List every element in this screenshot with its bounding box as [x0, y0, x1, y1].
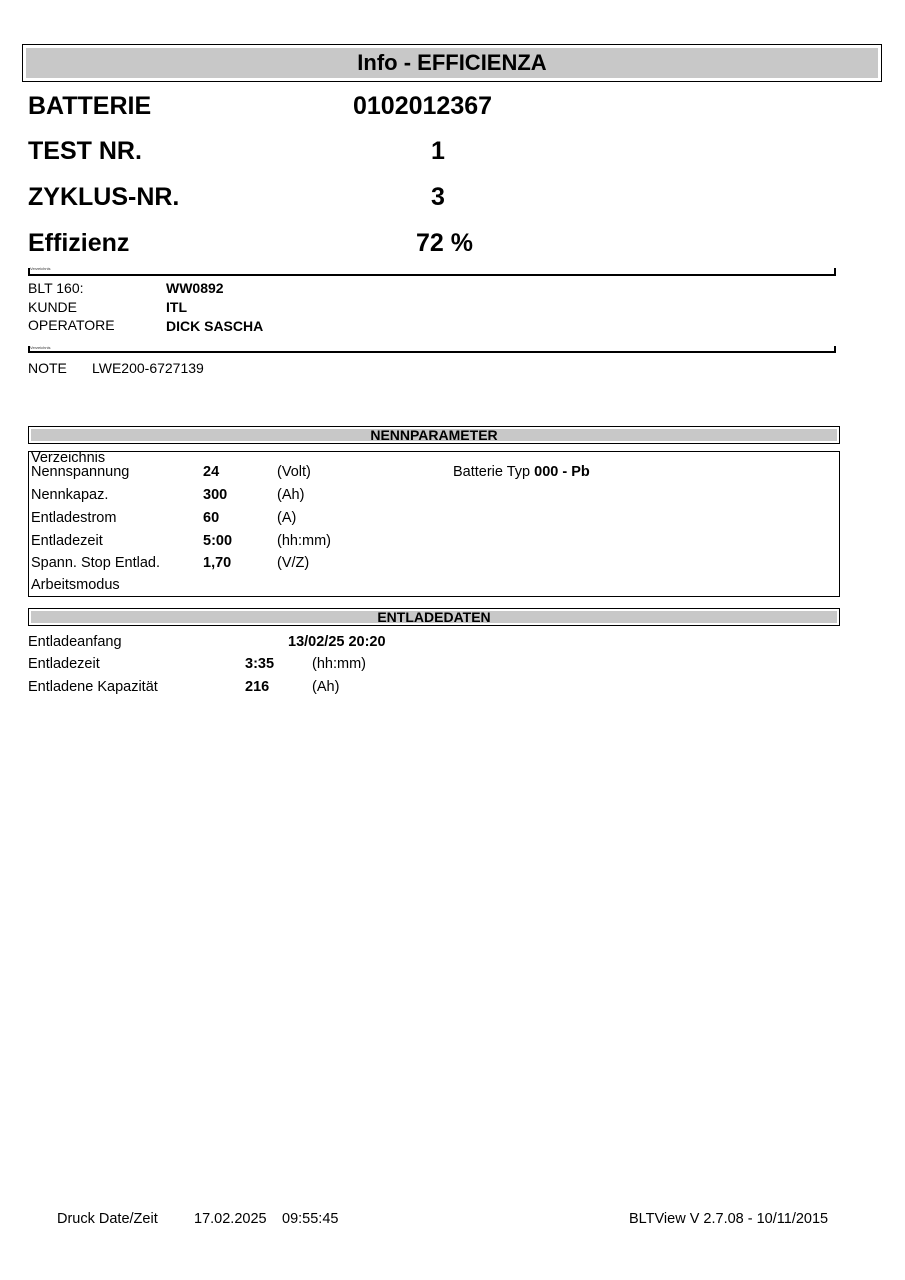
- nominal-box-label: Verzeichnis: [31, 450, 106, 466]
- param-label: Entladestrom: [31, 510, 117, 526]
- discharge-heading-bar: [28, 608, 840, 626]
- discharge-capacity-label: Entladene Kapazität: [28, 679, 158, 695]
- customer-label: KUNDE: [28, 299, 78, 315]
- param-unit: (V/Z): [277, 555, 310, 571]
- separator-line: [28, 274, 836, 276]
- discharge-time-value: 3:35: [245, 656, 275, 672]
- discharge-heading: ENTLADEDATEN: [31, 611, 837, 623]
- discharge-start-value: 13/02/25 20:20: [288, 634, 386, 650]
- battery-label: BATTERIE: [28, 92, 152, 120]
- param-label: Entladezeit: [31, 533, 103, 549]
- separator-caption: Verzeichnis: [30, 266, 51, 271]
- discharge-time-label: Entladezeit: [28, 656, 100, 672]
- print-date: 17.02.2025: [194, 1211, 267, 1227]
- param-unit: (Volt): [277, 464, 311, 480]
- nominal-heading: NENNPARAMETER: [31, 429, 837, 441]
- efficiency-label: Effizienz: [28, 229, 130, 257]
- blt-value: WW0892: [166, 280, 224, 296]
- test-value: 1: [431, 137, 445, 165]
- param-label: Nennspannung: [31, 464, 130, 480]
- discharge-time-unit: (hh:mm): [312, 656, 366, 672]
- param-value: 5:00: [203, 533, 233, 549]
- software-version: BLTView V 2.7.08 - 10/11/2015: [629, 1211, 829, 1227]
- print-time: 09:55:45: [282, 1211, 339, 1227]
- discharge-start-label: Entladeanfang: [28, 634, 122, 650]
- param-unit: (A): [277, 510, 297, 526]
- separator-line: [28, 351, 836, 353]
- battery-type-value: 000 - Pb: [534, 464, 590, 480]
- note-value: LWE200-6727139: [92, 360, 204, 376]
- param-label: Nennkapaz.: [31, 487, 109, 503]
- title-bar: [22, 44, 882, 82]
- separator-tick: [834, 268, 836, 274]
- param-value: 24: [203, 464, 220, 480]
- page-title: Info - EFFICIENZA: [26, 48, 878, 78]
- cycle-label: ZYKLUS-NR.: [28, 183, 180, 211]
- operator-label: OPERATORE: [28, 317, 115, 333]
- param-unit: (hh:mm): [277, 533, 331, 549]
- nominal-heading-bar: [28, 426, 840, 444]
- cycle-value: 3: [431, 183, 445, 211]
- separator-caption: Verzeichnis: [30, 345, 51, 350]
- operator-value: DICK SASCHA: [166, 318, 264, 334]
- param-unit: (Ah): [277, 487, 305, 503]
- nominal-parameters-box: [28, 451, 840, 597]
- param-value: 1,70: [203, 555, 232, 571]
- param-value: 300: [203, 487, 228, 503]
- battery-type-label: Batterie Typ: [453, 464, 531, 480]
- print-label: Druck Date/Zeit: [57, 1211, 158, 1227]
- discharge-capacity-unit: (Ah): [312, 679, 340, 695]
- param-label: Spann. Stop Entlad.: [31, 555, 160, 571]
- customer-value: ITL: [166, 299, 187, 315]
- blt-label: BLT 160:: [28, 280, 84, 296]
- efficiency-value: 72 %: [416, 229, 473, 257]
- separator-tick: [834, 346, 836, 352]
- discharge-capacity-value: 216: [245, 679, 270, 695]
- param-label: Arbeitsmodus: [31, 577, 120, 593]
- battery-type: [453, 464, 590, 480]
- battery-value: 0102012367: [353, 92, 493, 120]
- note-label: NOTE: [28, 360, 67, 376]
- test-label: TEST NR.: [28, 137, 142, 165]
- param-value: 60: [203, 510, 220, 526]
